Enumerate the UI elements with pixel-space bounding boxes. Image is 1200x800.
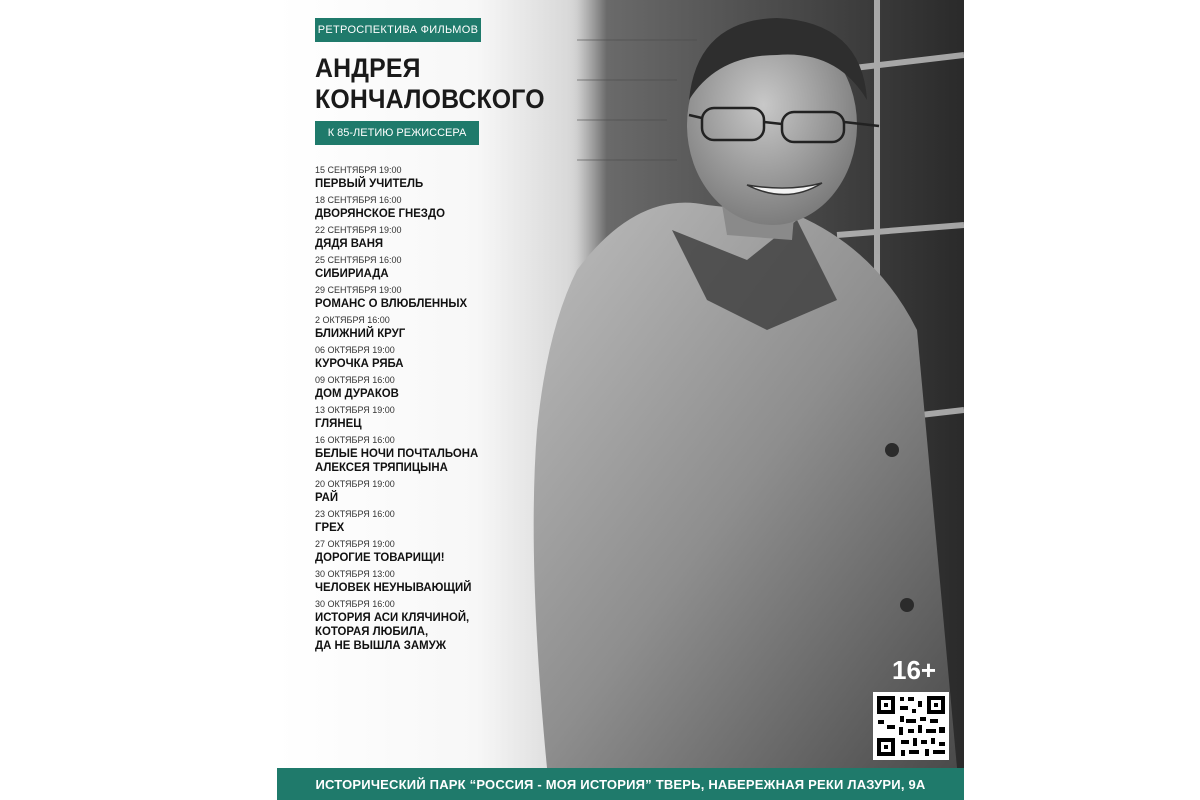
list-item — [315, 225, 575, 250]
list-item — [315, 375, 575, 400]
screening-date: 09 ОКТЯБРЯ 16:00 — [315, 375, 395, 385]
list-item — [315, 509, 575, 534]
film-title: БЛИЖНИЙ КРУГ — [315, 326, 406, 340]
list-item — [315, 599, 575, 652]
screening-date: 30 ОКТЯБРЯ 13:00 — [315, 569, 395, 579]
film-title: ДЯДЯ ВАНЯ — [315, 236, 384, 250]
list-item — [315, 405, 575, 430]
screening-date: 16 ОКТЯБРЯ 16:00 — [315, 435, 395, 445]
film-title: ПЕРВЫЙ УЧИТЕЛЬ — [315, 176, 424, 190]
screening-date: 13 ОКТЯБРЯ 19:00 — [315, 405, 395, 415]
kicker-label: РЕТРОСПЕКТИВА ФИЛЬМОВ — [315, 18, 481, 42]
film-title: ДВОРЯНСКОЕ ГНЕЗДО — [315, 206, 445, 220]
title-line-1: АНДРЕЯ — [315, 53, 421, 83]
screening-date: 18 СЕНТЯБРЯ 16:00 — [315, 195, 402, 205]
screening-date: 25 СЕНТЯБРЯ 16:00 — [315, 255, 402, 265]
list-item — [315, 285, 575, 310]
venue-address-banner: ИСТОРИЧЕСКИЙ ПАРК “РОССИЯ - МОЯ ИСТОРИЯ” ТВЕРЬ, НАБЕРЕЖНАЯ РЕКИ ЛАЗУРИ, 9А — [277, 768, 964, 800]
age-rating-badge: 16+ — [892, 655, 937, 685]
film-title: РОМАНС О ВЛЮБЛЕННЫХ — [315, 296, 468, 310]
title-line-2: КОНЧАЛОВСКОГО — [315, 84, 545, 114]
schedule-list — [315, 165, 575, 657]
film-title: РАЙ — [315, 490, 339, 504]
film-retrospective-poster — [277, 0, 964, 800]
screening-date: 15 СЕНТЯБРЯ 19:00 — [315, 165, 402, 175]
screening-date: 27 ОКТЯБРЯ 19:00 — [315, 539, 395, 549]
qr-code-icon[interactable] — [873, 692, 949, 760]
screening-date: 06 ОКТЯБРЯ 19:00 — [315, 345, 395, 355]
screening-date: 23 ОКТЯБРЯ 16:00 — [315, 509, 395, 519]
list-item — [315, 315, 575, 340]
film-title: ГЛЯНЕЦ — [315, 416, 362, 430]
page-title — [315, 53, 554, 115]
film-title: СИБИРИАДА — [315, 266, 389, 280]
film-title: ДОМ ДУРАКОВ — [315, 386, 399, 400]
subtitle-badge: К 85-ЛЕТИЮ РЕЖИССЕРА — [315, 121, 479, 145]
list-item — [315, 165, 575, 190]
screening-date: 20 ОКТЯБРЯ 19:00 — [315, 479, 395, 489]
film-title: КУРОЧКА РЯБА — [315, 356, 404, 370]
film-title: БЕЛЫЕ НОЧИ ПОЧТАЛЬОНА АЛЕКСЕЯ ТРЯПИЦЫНА — [315, 446, 479, 474]
list-item — [315, 479, 575, 504]
film-title: ГРЕХ — [315, 520, 345, 534]
list-item — [315, 195, 575, 220]
list-item — [315, 435, 575, 474]
screening-date: 2 ОКТЯБРЯ 16:00 — [315, 315, 390, 325]
screening-date: 30 ОКТЯБРЯ 16:00 — [315, 599, 395, 609]
list-item — [315, 569, 575, 594]
list-item — [315, 345, 575, 370]
screening-date: 29 СЕНТЯБРЯ 19:00 — [315, 285, 402, 295]
film-title: ЧЕЛОВЕК НЕУНЫВАЮЩИЙ — [315, 580, 472, 594]
film-title: ИСТОРИЯ АСИ КЛЯЧИНОЙ, КОТОРАЯ ЛЮБИЛА, ДА НЕ ВЫШЛА ЗАМУЖ — [315, 610, 470, 652]
list-item — [315, 255, 575, 280]
screening-date: 22 СЕНТЯБРЯ 19:00 — [315, 225, 402, 235]
list-item — [315, 539, 575, 564]
film-title: ДОРОГИЕ ТОВАРИЩИ! — [315, 550, 445, 564]
